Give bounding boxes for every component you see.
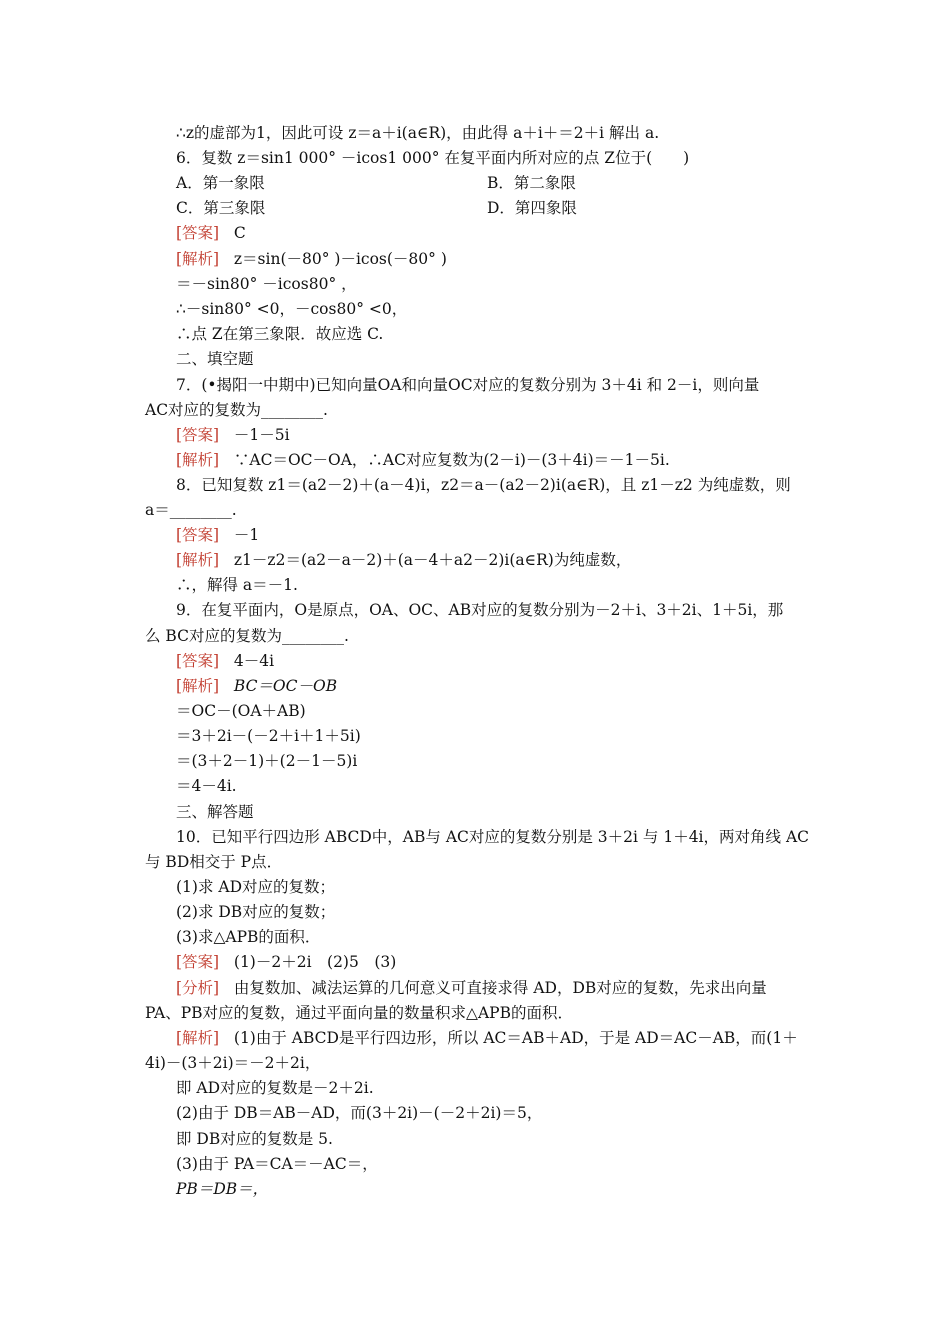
question-7-cont: AC对应的复数为________.	[145, 401, 328, 419]
question-9: 9．在复平面内，O是原点，OA、OC、AB对应的复数分别为－2＋i、3＋2i、1＋5i，那	[176, 601, 784, 619]
analysis-text: z1－z2＝(a2－a－2)＋(a－4＋a2－2)i(a∈R)为纯虚数，	[233, 551, 632, 569]
fenxi-text: 由复数加、减法运算的几何意义可直接求得 AD，DB对应的复数，先求出向量	[233, 979, 767, 997]
option-c: C．第三象限	[176, 199, 266, 217]
sub-question: (3)求△APB的面积．	[176, 928, 321, 946]
analysis-text: ∴－sin80° <0，－cos80° <0，	[176, 300, 408, 318]
analysis-text: ＝3＋2i－(－2＋i＋1＋5i)	[176, 727, 361, 745]
answer-line	[176, 524, 259, 546]
option-a: A．第一象限	[176, 174, 265, 192]
answer-line	[176, 424, 290, 446]
analysis-text: ＝(3＋2－1)＋(2－1－5)i	[176, 752, 358, 770]
answer-tag: [答案]	[176, 953, 220, 971]
question-8: 8．已知复数 z1＝(a2－2)＋(a－4)i，z2＝a－(a2－2)i(a∈R)，且 z1－z2 为纯虚数，则	[176, 476, 791, 494]
analysis-tag: [解析]	[176, 551, 220, 569]
analysis-text: PB＝DB＝，	[176, 1180, 269, 1198]
analysis-text: ＝OC－(OA＋AB)	[176, 702, 306, 720]
answer-tag: [答案]	[176, 652, 220, 670]
analysis-text: (1)由于 ABCD是平行四边形，所以 AC＝AB＋AD，于是 AD＝AC－AB，而(1＋	[233, 1029, 798, 1047]
text-line: ∴z的虚部为1，因此可设 z＝a＋i(a∈R)，由此得 a＋i＋＝2＋i 解出 a.	[176, 124, 660, 142]
analysis-text: ∴点 Z在第三象限．故应选 C.	[176, 325, 384, 343]
sub-question: (1)求 AD对应的复数；	[176, 878, 336, 896]
analysis-line	[176, 1027, 798, 1049]
analysis-line	[176, 248, 447, 270]
analysis-text: ＝－sin80° －icos80° ，	[176, 275, 357, 293]
analysis-tag: [解析]	[176, 250, 220, 268]
answer-tag: [答案]	[176, 526, 220, 544]
analysis-text: 即 AD对应的复数是－2＋2i.	[176, 1079, 374, 1097]
answer-value: C	[233, 224, 246, 242]
analysis-text: 4i)－(3＋2i)＝－2＋2i，	[145, 1054, 321, 1072]
question-6: 6．复数 z＝sin1 000° －icos1 000° 在复平面内所对应的点 Z位于( )	[176, 149, 690, 167]
analysis-text: z＝sin(－80° )－icos(－80° )	[233, 250, 447, 268]
question-8-cont: a＝________.	[145, 501, 237, 519]
analysis-tag: [解析]	[176, 1029, 220, 1047]
answer-tag: [答案]	[176, 426, 220, 444]
analysis-text: (3)由于 PA＝CA＝－AC＝，	[176, 1155, 378, 1173]
option-d: D．第四象限	[487, 199, 577, 217]
answer-line	[176, 951, 396, 973]
analysis-text: BC＝OC－OB	[233, 677, 338, 695]
analysis-line	[176, 549, 631, 571]
question-10-cont: 与 BD相交于 P点．	[145, 853, 283, 871]
analysis-tag: [解析]	[176, 451, 220, 469]
analysis-line	[176, 449, 670, 471]
analysis-text: ＝4－4i.	[176, 777, 237, 795]
analysis-tag: [解析]	[176, 677, 220, 695]
analysis-text: (2)由于 DB＝AB－AD，而(3＋2i)－(－2＋2i)＝5，	[176, 1104, 543, 1122]
analysis-line	[176, 977, 767, 999]
fenxi-text: PA、PB对应的复数，通过平面向量的数量积求△APB的面积．	[145, 1004, 573, 1022]
answer-tag: [答案]	[176, 224, 220, 242]
answer-value: －1	[233, 526, 260, 544]
answer-line	[176, 650, 274, 672]
question-10: 10．已知平行四边形 ABCD中，AB与 AC对应的复数分别是 3＋2i 与 1＋4i，两对角线 AC	[176, 828, 809, 846]
analysis-line	[176, 675, 337, 697]
question-9-cont: 么 BC对应的复数为________.	[145, 627, 349, 645]
question-7: 7．(•揭阳一中期中)已知向量OA和向量OC对应的复数分别为 3＋4i 和 2－i，则向量	[176, 376, 760, 394]
sub-question: (2)求 DB对应的复数；	[176, 903, 336, 921]
option-b: B．第二象限	[487, 174, 576, 192]
analysis-text: ∵AC＝OC－OA，∴AC对应复数为(2－i)－(3＋4i)＝－1－5i.	[233, 451, 670, 469]
analysis-text: ∴，解得 a＝－1.	[176, 576, 298, 594]
analysis-text: 即 DB对应的复数是 5.	[176, 1130, 333, 1148]
answer-value: －1－5i	[233, 426, 290, 444]
section-heading: 二、填空题	[176, 350, 254, 368]
section-heading: 三、解答题	[176, 803, 254, 821]
answer-value: (1)－2＋2i (2)5 (3)	[233, 953, 397, 971]
answer-value: 4－4i	[233, 652, 275, 670]
answer-line	[176, 222, 246, 244]
fenxi-tag: [分析]	[176, 979, 220, 997]
